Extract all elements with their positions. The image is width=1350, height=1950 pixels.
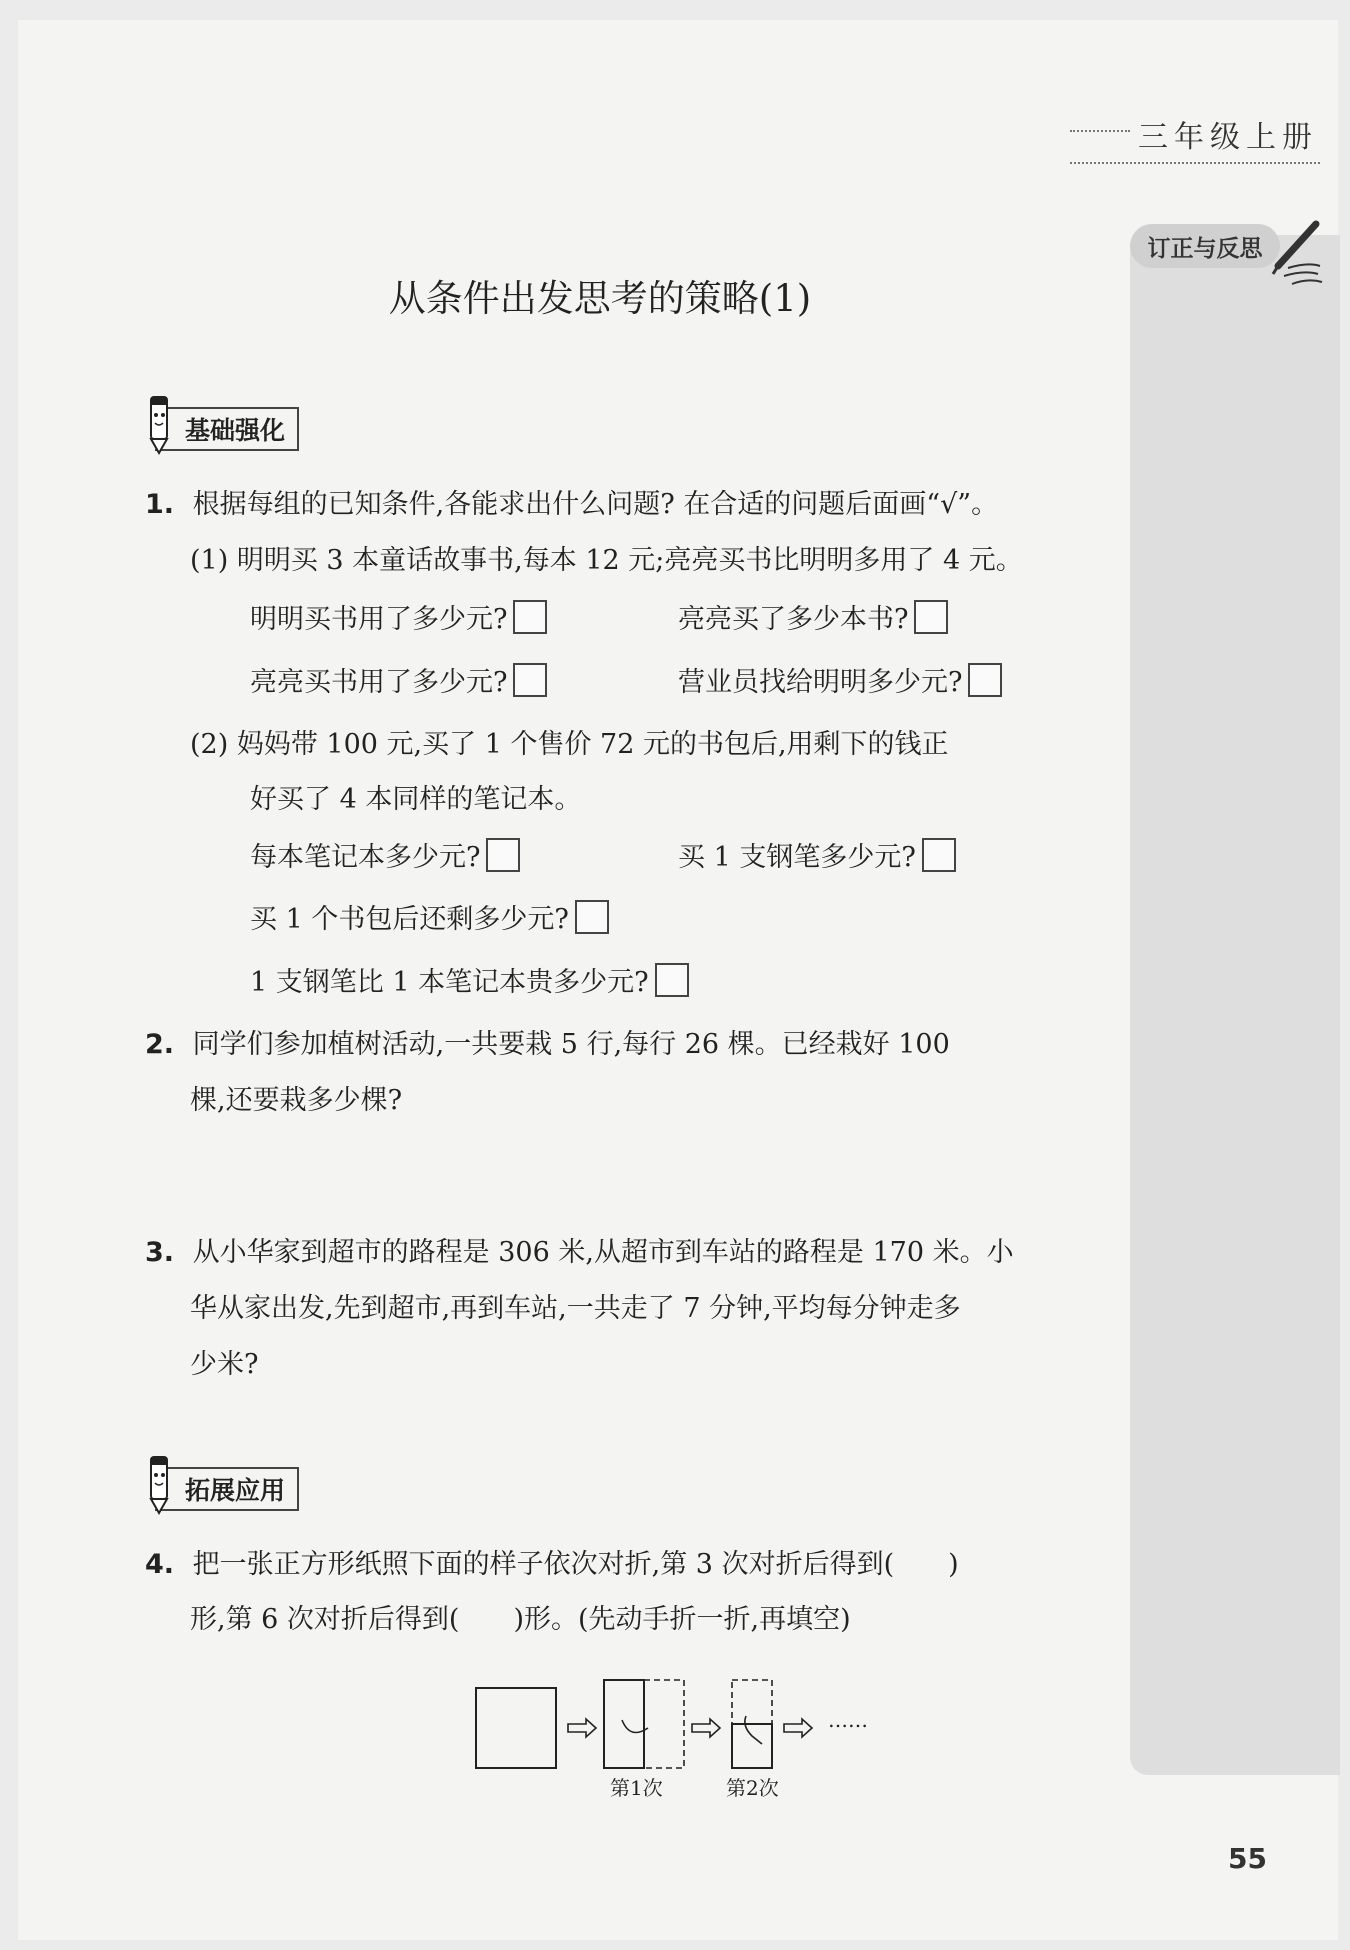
q4-line1 <box>145 1542 959 1581</box>
correction-sidebar <box>1130 235 1340 1775</box>
square-paper <box>476 1688 556 1768</box>
fold2-dashed <box>732 1680 772 1724</box>
checkbox[interactable] <box>922 838 956 872</box>
q1-option <box>678 597 948 636</box>
q3-line1 <box>145 1230 1014 1269</box>
option-text: 每本笔记本多少元? <box>250 842 481 873</box>
side-badge: 订正与反思 <box>1130 224 1280 268</box>
arrow-right-icon <box>692 1719 720 1737</box>
grade-label: 三年级上册 <box>1138 120 1318 155</box>
q1-option <box>678 835 956 874</box>
pencil-mascot-icon <box>145 1453 173 1515</box>
option-text: 营业员找给明明多少元? <box>678 667 963 698</box>
page-number: 55 <box>1228 1842 1267 1875</box>
caption-fold1: 第1次 <box>610 1776 663 1800</box>
caption-fold2: 第2次 <box>726 1776 779 1800</box>
q1-option <box>250 660 547 699</box>
q1-number: 1. <box>145 489 175 520</box>
checkbox[interactable] <box>968 663 1002 697</box>
q1-option <box>250 897 609 936</box>
q3-text: 从小华家到超市的路程是 306 米,从超市到车站的路程是 170 米。小 <box>192 1237 1014 1268</box>
arrow-right-icon <box>784 1719 812 1737</box>
q1-part2-stem-line1: (2) 妈妈带 100 元,买了 1 个售价 72 元的书包后,用剩下的钱正 <box>190 729 949 760</box>
section-extend <box>145 1455 321 1515</box>
q4-text: 把一张正方形纸照下面的样子依次对折,第 3 次对折后得到( ) <box>192 1549 959 1580</box>
q2-number: 2. <box>145 1029 175 1060</box>
q3-number: 3. <box>145 1237 175 1268</box>
checkbox[interactable] <box>486 838 520 872</box>
page-title: 从条件出发思考的策略(1) <box>388 277 812 320</box>
q4-number: 4. <box>145 1549 175 1580</box>
checkbox[interactable] <box>513 600 547 634</box>
q1-option <box>678 660 1002 699</box>
fold1-dashed <box>644 1680 684 1768</box>
q2-line2: 棵,还要栽多少棵? <box>190 1085 403 1116</box>
continuation-ellipsis: …… <box>828 1708 868 1732</box>
arrow-right-icon <box>568 1719 596 1737</box>
option-text: 亮亮买书用了多少元? <box>250 667 508 698</box>
checkbox[interactable] <box>513 663 547 697</box>
section-label-extend: 拓展应用 <box>155 1467 299 1511</box>
q1-option <box>250 835 520 874</box>
checkbox[interactable] <box>914 600 948 634</box>
q1-text: 根据每组的已知条件,各能求出什么问题? 在合适的问题后面画“√”。 <box>192 489 999 520</box>
q4-line2: 形,第 6 次对折后得到( )形。(先动手折一折,再填空) <box>190 1604 851 1635</box>
grade-header <box>1070 112 1320 164</box>
fold2-rect <box>732 1724 772 1768</box>
checkbox[interactable] <box>655 963 689 997</box>
pen-icon <box>1268 218 1328 288</box>
dotted-rule <box>1070 130 1130 132</box>
option-text: 亮亮买了多少本书? <box>678 604 909 635</box>
q2-text: 同学们参加植树活动,一共要栽 5 行,每行 26 棵。已经栽好 100 <box>192 1029 950 1060</box>
option-text: 1 支钢笔比 1 本笔记本贵多少元? <box>250 967 649 998</box>
option-text: 买 1 支钢笔多少元? <box>678 842 916 873</box>
option-text: 明明买书用了多少元? <box>250 604 508 635</box>
q1-part2-stem-line2: 好买了 4 本同样的笔记本。 <box>250 784 582 815</box>
section-basic <box>145 395 321 455</box>
q3-line3: 少米? <box>190 1349 259 1380</box>
checkbox[interactable] <box>575 900 609 934</box>
folding-figure <box>470 1670 890 1770</box>
q1-option <box>250 597 547 636</box>
q1-option <box>250 960 689 999</box>
q1-stem <box>145 482 998 521</box>
pencil-mascot-icon <box>145 393 173 455</box>
q1-part1-stem: (1) 明明买 3 本童话故事书,每本 12 元;亮亮买书比明明多用了 4 元。 <box>190 545 1023 576</box>
option-text: 买 1 个书包后还剩多少元? <box>250 904 569 935</box>
q2-line1 <box>145 1022 950 1061</box>
fold2-curve <box>745 1716 762 1744</box>
section-label-basic: 基础强化 <box>155 407 299 451</box>
q3-line2: 华从家出发,先到超市,再到车站,一共走了 7 分钟,平均每分钟走多 <box>190 1293 961 1324</box>
